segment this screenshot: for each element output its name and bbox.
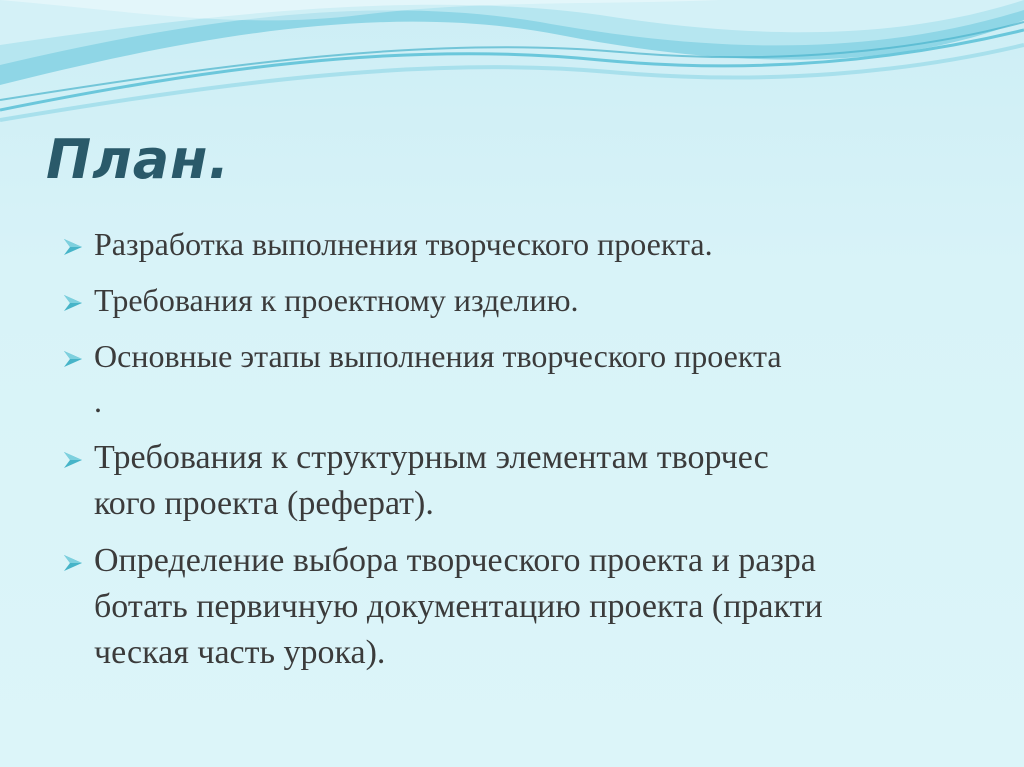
bullet-text: ческая часть урока). [94,634,386,671]
bullet-item [60,538,980,676]
bullet-text: Требования к структурным элементам творчес [94,439,769,476]
bullet-list [60,222,980,676]
bullet-item [60,435,980,527]
chevron-arrow-icon [62,236,86,258]
bullet-item [60,222,980,267]
wave-decoration [0,0,1024,130]
bullet-item [60,278,980,323]
bullet-item [60,334,980,424]
chevron-arrow-icon [62,292,86,314]
chevron-arrow-icon [62,552,86,574]
bullet-text: ботать первичную документацию проекта (практи [94,588,823,625]
slide-title: План. [46,128,231,191]
chevron-arrow-icon [62,449,86,471]
chevron-arrow-icon [62,348,86,370]
bullet-text: Основные этапы выполнения творческого проекта [94,338,782,374]
bullet-text: Разработка выполнения творческого проекта. [94,226,713,262]
bullet-text: Определение выбора творческого проекта и разра [94,542,816,579]
bullet-text: . [94,383,102,419]
bullet-text: кого проекта (реферат). [94,485,434,522]
bullet-text: Требования к проектному изделию. [94,282,579,318]
